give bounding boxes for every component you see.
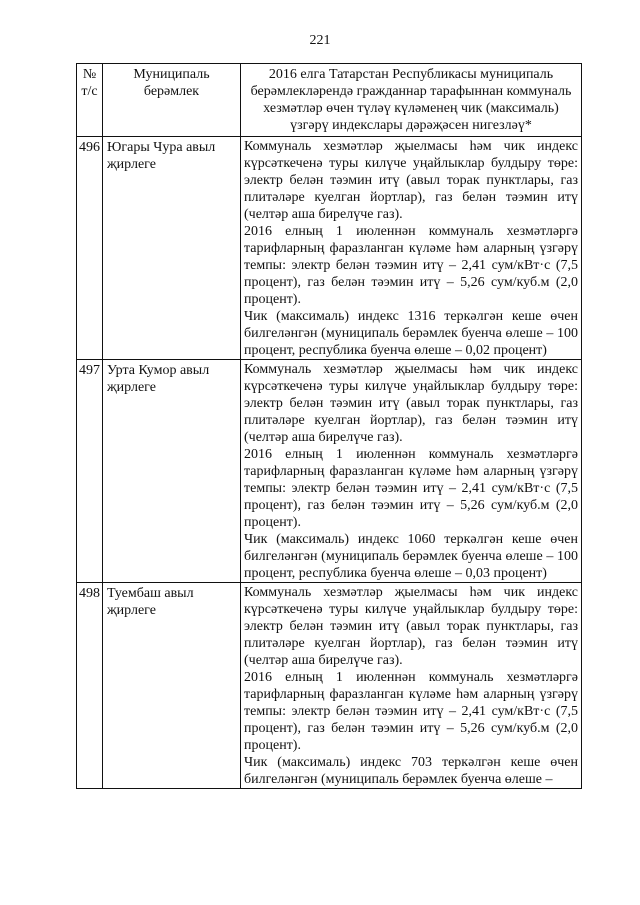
page-number: 221 [309,33,331,48]
table-row [77,360,582,583]
header-justification: 2016 елга Татарстан Республикасы муниципаль берәмлекләрендә гражданнар тарафыннан коммуналь хезмәтләр өчен түләү күләменең чик (максималь) үзгәрү индекслары дәрәҗәсен нигезләү* [241,64,582,137]
paragraph-services: Коммуналь хезмәтләр җыелмасы һәм чик индекс күрсәткеченә туры килүче уңайлыклар булдыру төре: электр белән тәэмин итү (авыл торак пунктлары, газ плитәләре куелган йортлар), газ белән тәэмин итү (челтәр аша бирелүче газ). [244,585,578,668]
justification-text [241,360,582,583]
justification-text [241,137,582,360]
paragraph-tariffs: 2016 елның 1 июленнән коммуналь хезмәтләргә тарифларның фаразланган күләме һәм аларның үзгәрү темпы: электр белән тәэмин итү – 2,41 сум/кВт·с (7,5 процент), газ белән тәэмин итү – 5,26 сум/куб.м (2,0 процент). [244,447,578,530]
header-number: № т/с [77,64,103,137]
paragraph-index: Чик (максималь) индекс 1316 теркәлгән кеше өчен билгеләнгән (муниципаль берәмлек буенча өлеше – 100 процент, республика буенча өлеше – 0,02 процент) [244,309,578,358]
paragraph-tariffs: 2016 елның 1 июленнән коммуналь хезмәтләргә тарифларның фаразланган күләме һәм аларның үзгәрү темпы: электр белән тәэмин итү – 2,41 сум/кВт·с (7,5 процент), газ белән тәэмин итү – 5,26 сум/куб.м (2,0 процент). [244,670,578,753]
municipality-name: Югары Чура авыл җирлеге [103,137,241,360]
paragraph-tariffs: 2016 елның 1 июленнән коммуналь хезмәтләргә тарифларның фаразланган күләме һәм аларның үзгәрү темпы: электр белән тәэмин итү – 2,41 сум/кВт·с (7,5 процент), газ белән тәэмин итү – 5,26 сум/куб.м (2,0 процент). [244,224,578,307]
paragraph-index: Чик (максималь) индекс 1060 теркәлгән кеше өчен билгеләнгән (муниципаль берәмлек буенча өлеше – 100 процент, республика буенча өлеше – 0,03 процент) [244,532,578,581]
paragraph-index: Чик (максималь) индекс 703 теркәлгән кеше өчен билгеләнгән (муниципаль берәмлек буенча өлеше – [244,755,578,787]
paragraph-services: Коммуналь хезмәтләр җыелмасы һәм чик индекс күрсәткеченә туры килүче уңайлыклар булдыру төре: электр белән тәэмин итү (авыл торак пунктлары, газ плитәләре куелган йортлар), газ белән тәэмин итү (челтәр аша бирелүче газ). [244,139,578,222]
header-municipality: Муниципаль берәмлек [103,64,241,137]
justification-text [241,583,582,789]
municipality-name: Туембаш авыл җирлеге [103,583,241,789]
paragraph-services: Коммуналь хезмәтләр җыелмасы һәм чик индекс күрсәткеченә туры килүче уңайлыклар булдыру төре: электр белән тәэмин итү (авыл торак пунктлары, газ плитәләре куелган йортлар), газ белән тәэмин итү (челтәр аша бирелүче газ). [244,362,578,445]
row-number: 497 [77,360,103,583]
table-header-row [77,64,582,137]
row-number: 498 [77,583,103,789]
municipality-name: Урта Кумор авыл җирлеге [103,360,241,583]
table-row [77,583,582,789]
table-row [77,137,582,360]
row-number: 496 [77,137,103,360]
index-table [76,63,582,789]
